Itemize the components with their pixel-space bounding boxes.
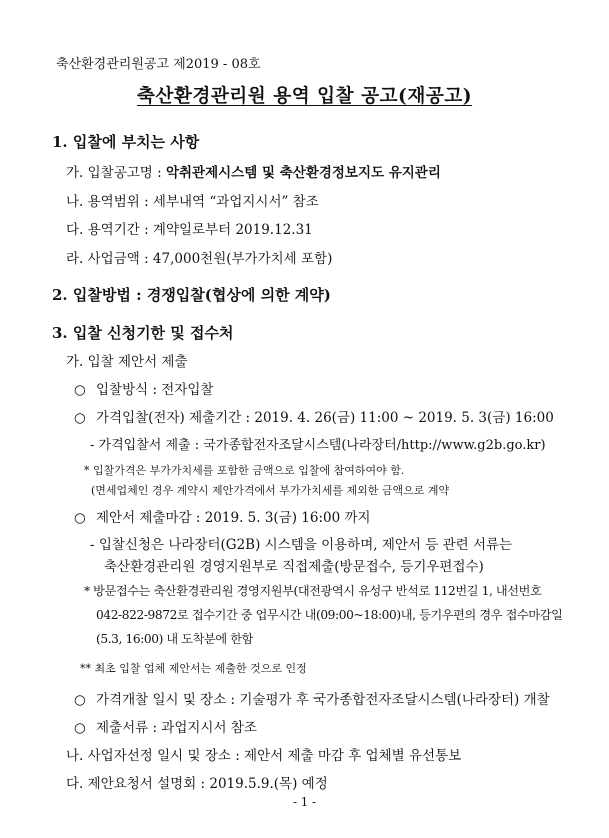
notice-number: 축산환경관리원공고 제2019 - 08호 xyxy=(56,57,261,72)
proposal-deadline-line xyxy=(74,506,371,526)
vat-note-2: (면세업체인 경우 계약시 제안가격에서 부가가치세를 제외한 금액으로 계약 xyxy=(91,484,450,497)
g2b-line-1: - 입찰신청은 나라장터(G2B) 시스템을 이용하며, 제안서 등 관련 서류는 xyxy=(90,537,513,553)
vat-note-1: * 입찰가격은 부가가치세를 포함한 금액으로 입찰에 참여하여야 함. xyxy=(84,464,405,477)
documents-line xyxy=(74,716,257,736)
item-selection-schedule: 나. 사업자선정 일시 및 장소 : 제안서 제출 마감 후 업체별 유선통보 xyxy=(66,748,462,764)
visit-note-2: 042-822-9872로 접수기간 중 업무시간 내(09:00~18:00)내, 등기우편의 경우 접수마감일 xyxy=(96,608,563,622)
section-3-title: 3. 입찰 신청기한 및 접수처 xyxy=(52,324,234,342)
page-number: - 1 - xyxy=(293,795,316,809)
item-service-scope: 나. 용역범위 : 세부내역 “과업지시서” 참조 xyxy=(66,194,319,210)
item-briefing-session: 다. 제안요청서 설명회 : 2019.5.9.(목) 예정 xyxy=(66,776,328,792)
price-bid-period-line xyxy=(74,406,554,426)
price-bid-period: 가격입찰(전자) 제출기간 : 2019. 4. 26(금) 11:00 ~ 2019. 5. 3(금) 16:00 xyxy=(96,410,554,426)
item-contract-name-value: 악취관제시스템 및 축산환경정보지도 유지관리 xyxy=(165,165,441,181)
visit-note-1: * 방문접수는 축산환경관리원 경영지원부(대전광역시 유성구 반석로 112번길 1, 내선번호 xyxy=(84,584,542,598)
proposal-deadline: 제안서 제출마감 : 2019. 5. 3(금) 16:00 까지 xyxy=(96,510,371,526)
price-bid-submit: - 가격입찰서 제출 : 국가종합전자조달시스템(나라장터/http://www.g2b.go.kr) xyxy=(90,438,546,453)
circle-bullet-icon: ○ xyxy=(74,692,86,708)
first-bid-note: ** 최초 입찰 업체 제안서는 제출한 것으로 인정 xyxy=(80,662,307,675)
circle-bullet-icon: ○ xyxy=(74,410,86,426)
section-1-title: 1. 입찰에 부치는 사항 xyxy=(52,133,200,151)
item-service-period: 다. 용역기간 : 계약일로부터 2019.12.31 xyxy=(66,222,313,238)
item-budget: 라. 사업금액 : 47,000천원(부가가치세 포함) xyxy=(66,251,333,267)
circle-bullet-icon: ○ xyxy=(74,382,86,398)
circle-bullet-icon: ○ xyxy=(74,510,86,526)
item-contract-name xyxy=(66,161,441,181)
visit-note-3: (5.3, 16:00) 내 도착분에 한함 xyxy=(96,632,253,646)
price-opening: 가격개찰 일시 및 장소 : 기술평가 후 국가종합전자조달시스템(나라장터) 개찰 xyxy=(96,692,550,708)
g2b-line-2: 축산환경관리원 경영지원부로 직접제출(방문접수, 등기우편접수) xyxy=(104,559,484,575)
circle-bullet-icon: ○ xyxy=(74,720,86,736)
bid-method-line xyxy=(74,378,213,398)
price-opening-line xyxy=(74,688,550,708)
section-2-title: 2. 입찰방법 : 경쟁입찰(협상에 의한 계약) xyxy=(52,286,331,304)
item-proposal-submission: 가. 입찰 제안서 제출 xyxy=(66,354,188,370)
documents: 제출서류 : 과업지시서 참조 xyxy=(96,720,257,736)
page-title: 축산환경관리원 용역 입찰 공고(재공고) xyxy=(136,86,473,107)
bid-method: 입찰방식 : 전자입찰 xyxy=(96,382,214,398)
item-contract-name-label: 가. 입찰공고명 : xyxy=(66,165,162,181)
